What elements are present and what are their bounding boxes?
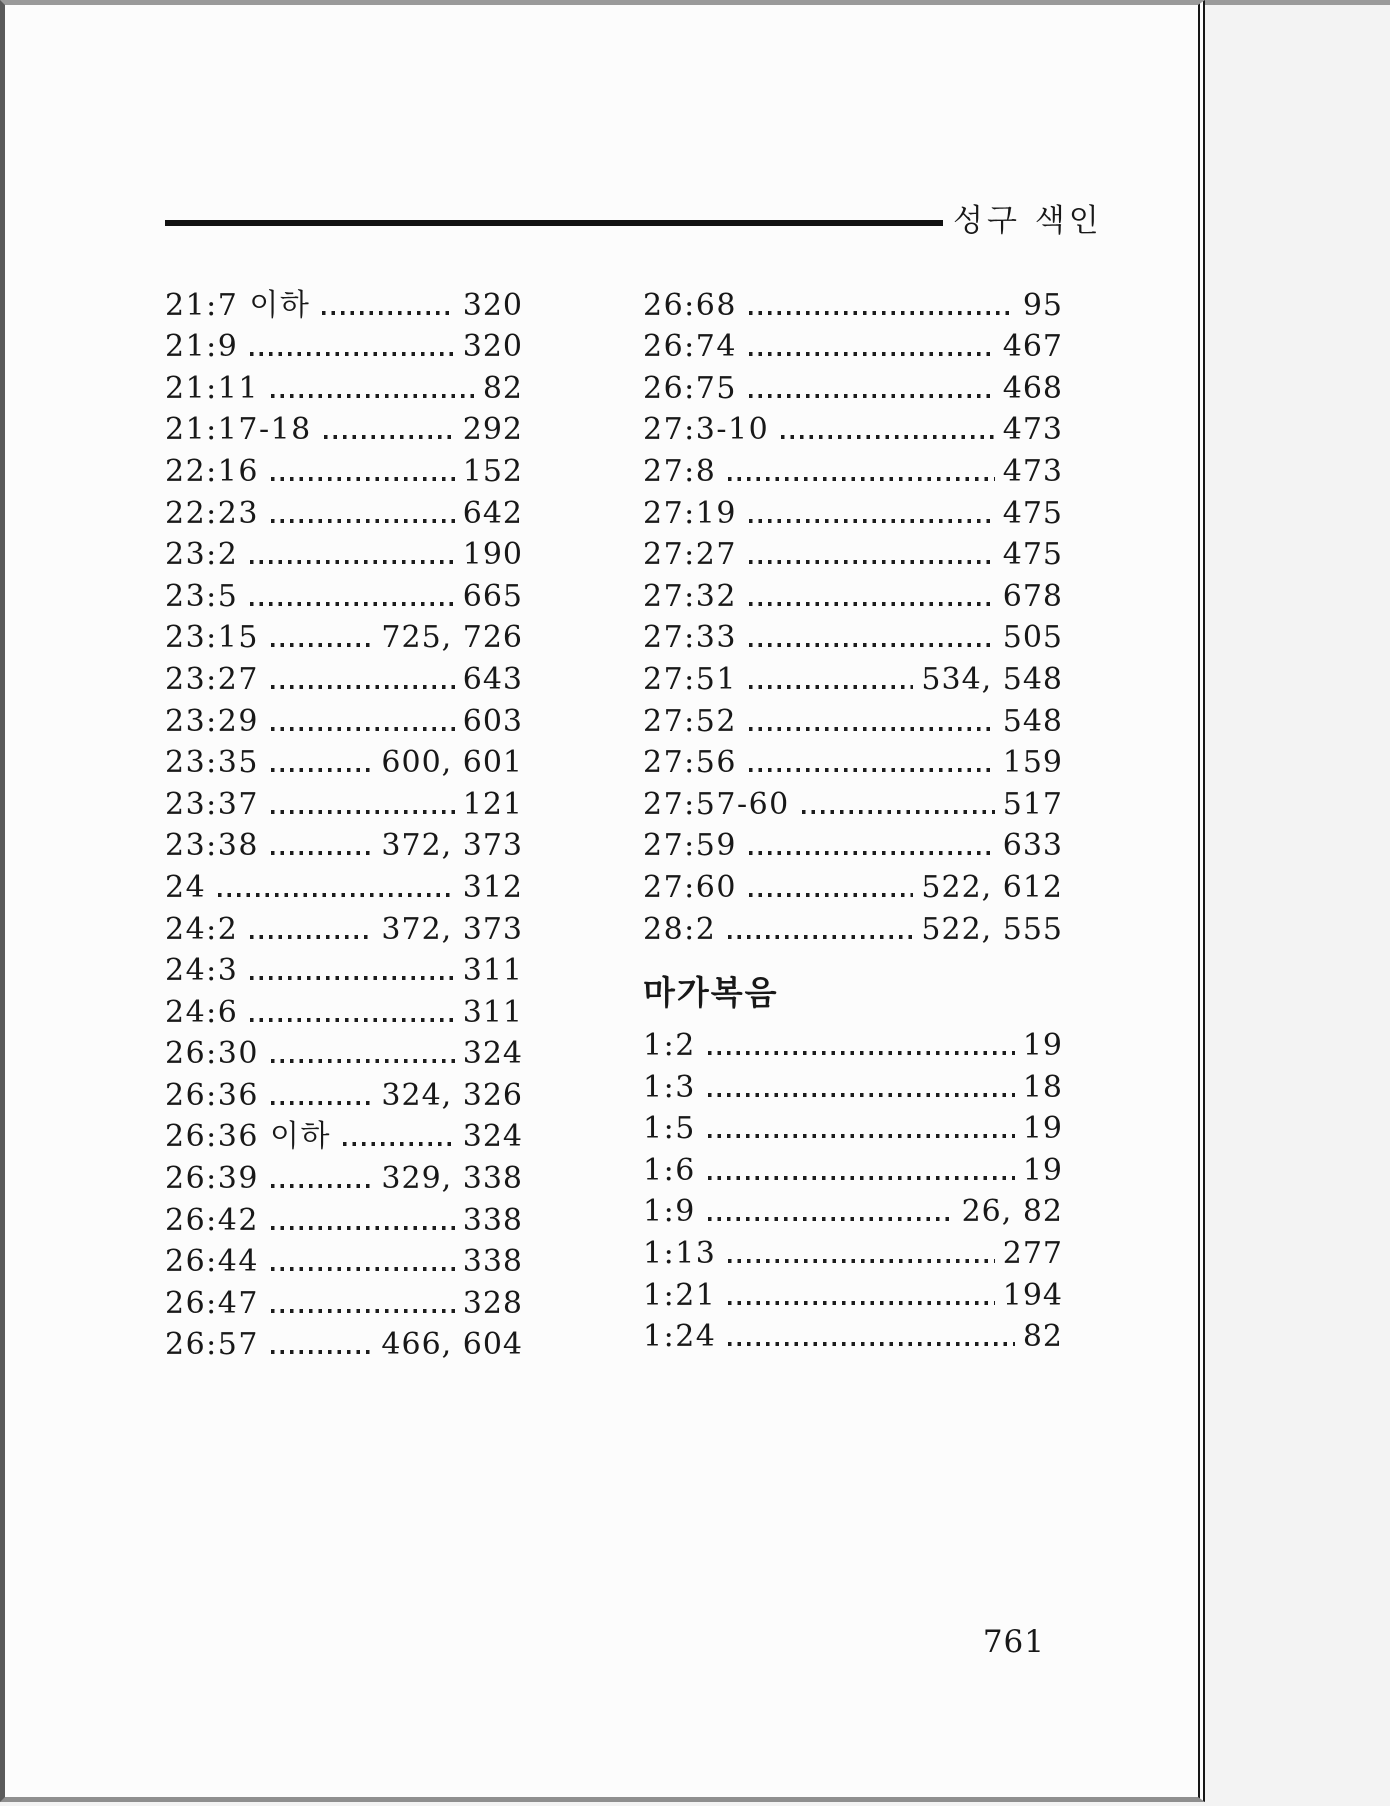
index-entry [643, 820, 1063, 862]
page-ref: 19 [1022, 1152, 1063, 1188]
index-entry [643, 861, 1063, 903]
verse-reference: 27:60 [643, 869, 737, 905]
dot-leader [781, 435, 995, 439]
verse-reference: 27:51 [643, 661, 737, 697]
index-entry [165, 695, 523, 737]
page-ref: 159 [1002, 745, 1063, 781]
dot-leader [728, 1301, 994, 1305]
dot-leader [271, 1226, 455, 1230]
index-column-right [643, 279, 1063, 1355]
dot-leader [749, 519, 995, 523]
dot-leader [250, 976, 454, 980]
verse-reference: 26:39 [165, 1161, 259, 1197]
dot-leader [708, 1051, 1015, 1055]
verse-reference: 23:38 [165, 828, 259, 864]
verse-reference: 21:11 [165, 370, 259, 406]
page-ref: 643 [462, 661, 523, 697]
right-column-bottom-entries [643, 1019, 1063, 1355]
verse-reference: 26:42 [165, 1202, 259, 1238]
page-ref: 190 [462, 537, 523, 573]
verse-reference: 26:30 [165, 1036, 259, 1072]
index-entry [165, 279, 523, 321]
verse-reference: 27:57-60 [643, 786, 790, 822]
dot-leader [271, 394, 475, 398]
page-ref: 522, 555 [921, 911, 1063, 947]
dot-leader [271, 1184, 373, 1188]
page-ref: 324 [462, 1036, 523, 1072]
index-entry [643, 903, 1063, 945]
index-entry [643, 487, 1063, 529]
page-ref: 329, 338 [381, 1161, 523, 1197]
verse-reference: 24:6 [165, 994, 239, 1030]
verse-reference: 28:2 [643, 911, 717, 947]
verse-reference: 27:33 [643, 620, 737, 656]
page-ref: 328 [462, 1285, 523, 1321]
dot-leader [271, 1350, 373, 1354]
index-entry [165, 820, 523, 862]
page-ref: 277 [1002, 1235, 1063, 1271]
index-entry [165, 321, 523, 363]
dot-leader [250, 602, 454, 606]
verse-reference: 1:13 [643, 1235, 717, 1271]
index-entry [165, 612, 523, 654]
verse-reference: 1:2 [643, 1027, 696, 1063]
dot-leader [271, 810, 455, 814]
page-ref: 19 [1022, 1111, 1063, 1147]
verse-reference: 1:21 [643, 1277, 717, 1313]
page-ref: 82 [1022, 1319, 1063, 1355]
index-entry [165, 1277, 523, 1319]
page-ref: 311 [462, 994, 523, 1030]
dot-leader [802, 810, 995, 814]
index-entry [165, 986, 523, 1028]
dot-leader [728, 477, 994, 481]
index-entry [165, 1236, 523, 1278]
index-entry [165, 1152, 523, 1197]
dot-leader [749, 352, 995, 356]
dot-leader [271, 727, 455, 731]
dot-leader [749, 685, 913, 689]
right-column-top-entries [643, 279, 1063, 945]
index-entry [643, 695, 1063, 737]
verse-reference: 26:36 [165, 1077, 259, 1113]
dot-leader [749, 768, 995, 772]
verse-reference: 23:37 [165, 786, 259, 822]
dot-leader [749, 727, 995, 731]
verse-reference: 26:44 [165, 1244, 259, 1280]
dot-leader [271, 1309, 455, 1313]
verse-reference: 27:8 [643, 453, 717, 489]
page-ref: 121 [462, 786, 523, 822]
index-entry [643, 1103, 1063, 1145]
page-ref: 324, 326 [381, 1077, 523, 1113]
dot-leader [250, 560, 454, 564]
page-ref: 548 [1002, 703, 1063, 739]
index-entry [643, 737, 1063, 779]
dot-leader [322, 311, 454, 315]
dot-leader [271, 519, 455, 523]
verse-reference: 24:2 [165, 911, 239, 947]
verse-reference: 27:27 [643, 537, 737, 573]
verse-reference: 26:74 [643, 329, 737, 365]
index-entry [165, 487, 523, 529]
verse-reference: 22:16 [165, 453, 259, 489]
page-ref: 19 [1022, 1027, 1063, 1063]
dot-leader [250, 935, 373, 939]
verse-reference: 1:9 [643, 1194, 696, 1230]
index-entry [165, 362, 523, 404]
page-ref: 534, 548 [921, 661, 1063, 697]
verse-reference: 26:47 [165, 1285, 259, 1321]
index-entry [165, 861, 523, 903]
dot-leader [250, 1018, 454, 1022]
index-entry [643, 1186, 1063, 1228]
index-entry [165, 1111, 523, 1153]
page-ref: 320 [462, 329, 523, 365]
verse-reference: 1:5 [643, 1111, 696, 1147]
verse-reference: 26:75 [643, 370, 737, 406]
dot-leader [271, 685, 455, 689]
index-entry [165, 737, 523, 779]
page-ref: 26, 82 [961, 1194, 1063, 1230]
header-rule [165, 220, 943, 226]
verse-reference: 23:5 [165, 578, 239, 614]
page-ref: 665 [462, 578, 523, 614]
verse-reference: 27:32 [643, 578, 737, 614]
dot-leader [708, 1176, 1015, 1180]
verse-reference: 23:35 [165, 745, 259, 781]
dot-leader [749, 394, 995, 398]
dot-leader [708, 1217, 954, 1221]
page-ref: 522, 612 [921, 869, 1063, 905]
verse-reference: 27:52 [643, 703, 737, 739]
index-entry [165, 404, 523, 446]
index-entry [643, 612, 1063, 654]
page-ref: 292 [462, 412, 523, 448]
index-entry [643, 445, 1063, 487]
dot-leader [728, 935, 913, 939]
index-entry [165, 570, 523, 612]
page-ref: 600, 601 [381, 745, 523, 781]
dot-leader [271, 768, 373, 772]
dot-leader [708, 1093, 1015, 1097]
index-entry [643, 1061, 1063, 1103]
verse-reference: 24 [165, 869, 207, 905]
verse-reference: 26:36 이하 [165, 1119, 331, 1155]
verse-reference: 23:15 [165, 620, 259, 656]
verse-reference: 23:27 [165, 661, 259, 697]
page-ref: 311 [462, 953, 523, 989]
index-entry [165, 653, 523, 695]
page-ref: 505 [1002, 620, 1063, 656]
index-entry [643, 570, 1063, 612]
verse-reference: 1:3 [643, 1069, 696, 1105]
dot-leader [271, 477, 455, 481]
verse-reference: 27:19 [643, 495, 737, 531]
verse-reference: 23:2 [165, 537, 239, 573]
page-ref: 312 [462, 869, 523, 905]
verse-reference: 22:23 [165, 495, 259, 531]
index-entry [165, 529, 523, 571]
page-ref: 95 [1022, 287, 1063, 323]
dot-leader [749, 311, 1015, 315]
verse-reference: 21:7 이하 [165, 287, 311, 323]
index-entry [643, 653, 1063, 695]
page-ref: 475 [1002, 495, 1063, 531]
page-ref: 320 [462, 287, 523, 323]
page-ref: 338 [462, 1244, 523, 1280]
index-column-left [165, 279, 523, 1363]
verse-reference: 23:29 [165, 703, 259, 739]
dot-leader [343, 1142, 455, 1146]
page-title: 성구 색인 [953, 203, 1103, 239]
page-ref: 725, 726 [381, 620, 523, 656]
dot-leader [749, 560, 995, 564]
dot-leader [749, 602, 995, 606]
dot-leader [271, 1267, 455, 1271]
index-entry [643, 1019, 1063, 1061]
page-ref: 82 [482, 370, 523, 406]
dot-leader [749, 643, 995, 647]
index-entry [165, 1069, 523, 1111]
dot-leader [250, 352, 454, 356]
index-entry [165, 1028, 523, 1070]
page-ref: 194 [1002, 1277, 1063, 1313]
dot-leader [708, 1134, 1015, 1138]
verse-reference: 26:68 [643, 287, 737, 323]
index-entry [643, 1269, 1063, 1311]
page-ref: 18 [1022, 1069, 1063, 1105]
page-ref: 678 [1002, 578, 1063, 614]
page-ref: 473 [1002, 453, 1063, 489]
index-entry [643, 778, 1063, 820]
dot-leader [749, 851, 995, 855]
page-ref: 467 [1002, 329, 1063, 365]
index-entry [165, 1194, 523, 1236]
page-ref: 473 [1002, 412, 1063, 448]
verse-reference: 27:59 [643, 828, 737, 864]
index-entry [643, 279, 1063, 321]
index-entry [165, 1319, 523, 1361]
verse-reference: 24:3 [165, 953, 239, 989]
dot-leader [728, 1342, 1014, 1346]
page-ref: 633 [1002, 828, 1063, 864]
verse-reference: 1:6 [643, 1152, 696, 1188]
verse-reference: 26:57 [165, 1327, 259, 1363]
page-number: 761 [982, 1624, 1045, 1660]
dot-leader [271, 851, 373, 855]
page-ref: 338 [462, 1202, 523, 1238]
page-ref: 603 [462, 703, 523, 739]
index-entry [165, 945, 523, 987]
index-entry [643, 1227, 1063, 1269]
dot-leader [271, 1101, 373, 1105]
index-entry [643, 1144, 1063, 1186]
page-ref: 475 [1002, 537, 1063, 573]
verse-reference: 27:3-10 [643, 412, 770, 448]
section-heading-mark-gospel: 마가복음 [643, 972, 779, 1012]
index-entry [643, 321, 1063, 363]
index-entry [165, 778, 523, 820]
verse-reference: 21:17-18 [165, 412, 312, 448]
verse-reference: 1:24 [643, 1319, 717, 1355]
dot-leader [218, 893, 455, 897]
verse-reference: 27:56 [643, 745, 737, 781]
index-entry [165, 903, 523, 945]
page-ref: 152 [462, 453, 523, 489]
dot-leader [749, 893, 913, 897]
page-ref: 466, 604 [381, 1327, 523, 1363]
index-entry [165, 445, 523, 487]
dot-leader [271, 1059, 455, 1063]
index-entry [643, 404, 1063, 446]
index-entry [643, 529, 1063, 571]
verse-reference: 21:9 [165, 329, 239, 365]
page-ref: 517 [1002, 786, 1063, 822]
page-ref: 642 [462, 495, 523, 531]
page-ref: 324 [462, 1119, 523, 1155]
page-ref: 372, 373 [381, 911, 523, 947]
page-ref: 372, 373 [381, 828, 523, 864]
page-ref: 468 [1002, 370, 1063, 406]
dot-leader [271, 643, 373, 647]
dot-leader [324, 435, 455, 439]
index-entry [643, 362, 1063, 404]
index-entry [643, 1311, 1063, 1353]
dot-leader [728, 1259, 994, 1263]
